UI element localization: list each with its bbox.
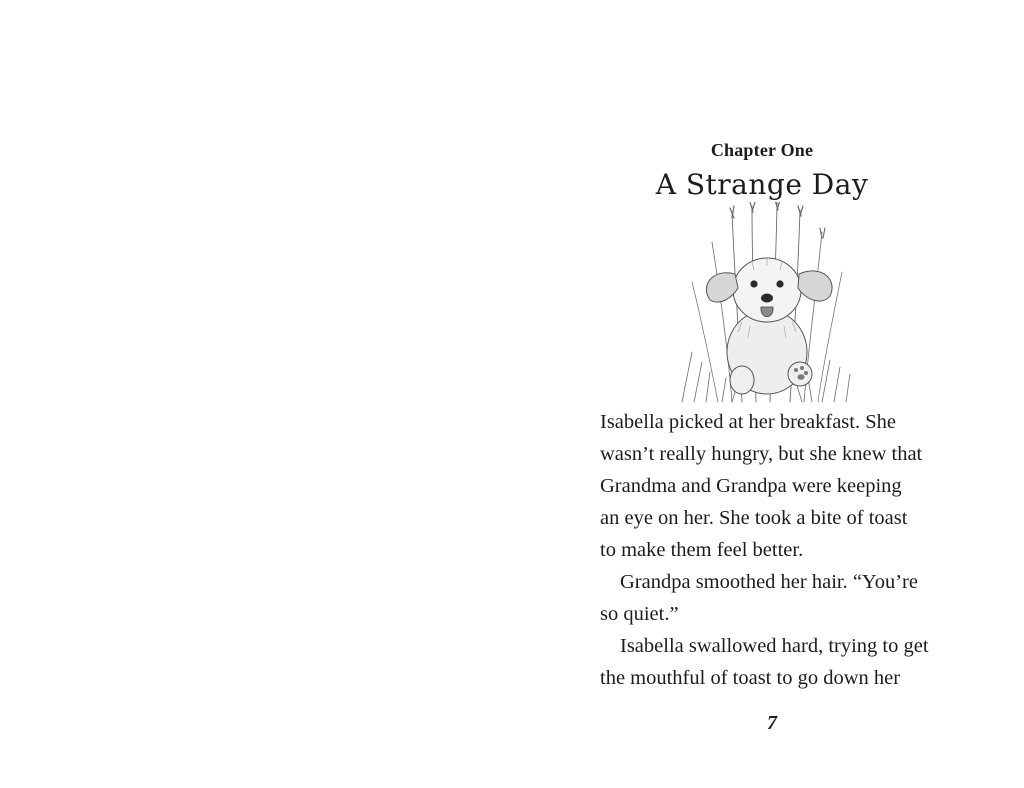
body-line: Grandma and Grandpa were keeping xyxy=(600,475,902,497)
body-line: Isabella swallowed hard, trying to get xyxy=(620,635,929,657)
right-page xyxy=(512,0,1024,788)
page-number: 7 xyxy=(767,712,777,734)
chapter-label: Chapter One xyxy=(710,140,814,160)
body-text xyxy=(600,406,960,694)
body-line: an eye on her. She took a bite of toast xyxy=(600,507,908,529)
body-line: to make them feel better. xyxy=(600,539,804,561)
body-line: Grandpa smoothed her hair. “You’re xyxy=(620,571,918,593)
body-line: so quiet.” xyxy=(600,603,679,625)
body-line: the mouthful of toast to go down her xyxy=(600,667,901,689)
body-line: wasn’t really hungry, but she knew that xyxy=(600,443,923,465)
chapter-title: A Strange Day xyxy=(655,168,869,201)
puppy-illustration xyxy=(672,202,862,407)
body-line: Isabella picked at her breakfast. She xyxy=(600,411,896,433)
